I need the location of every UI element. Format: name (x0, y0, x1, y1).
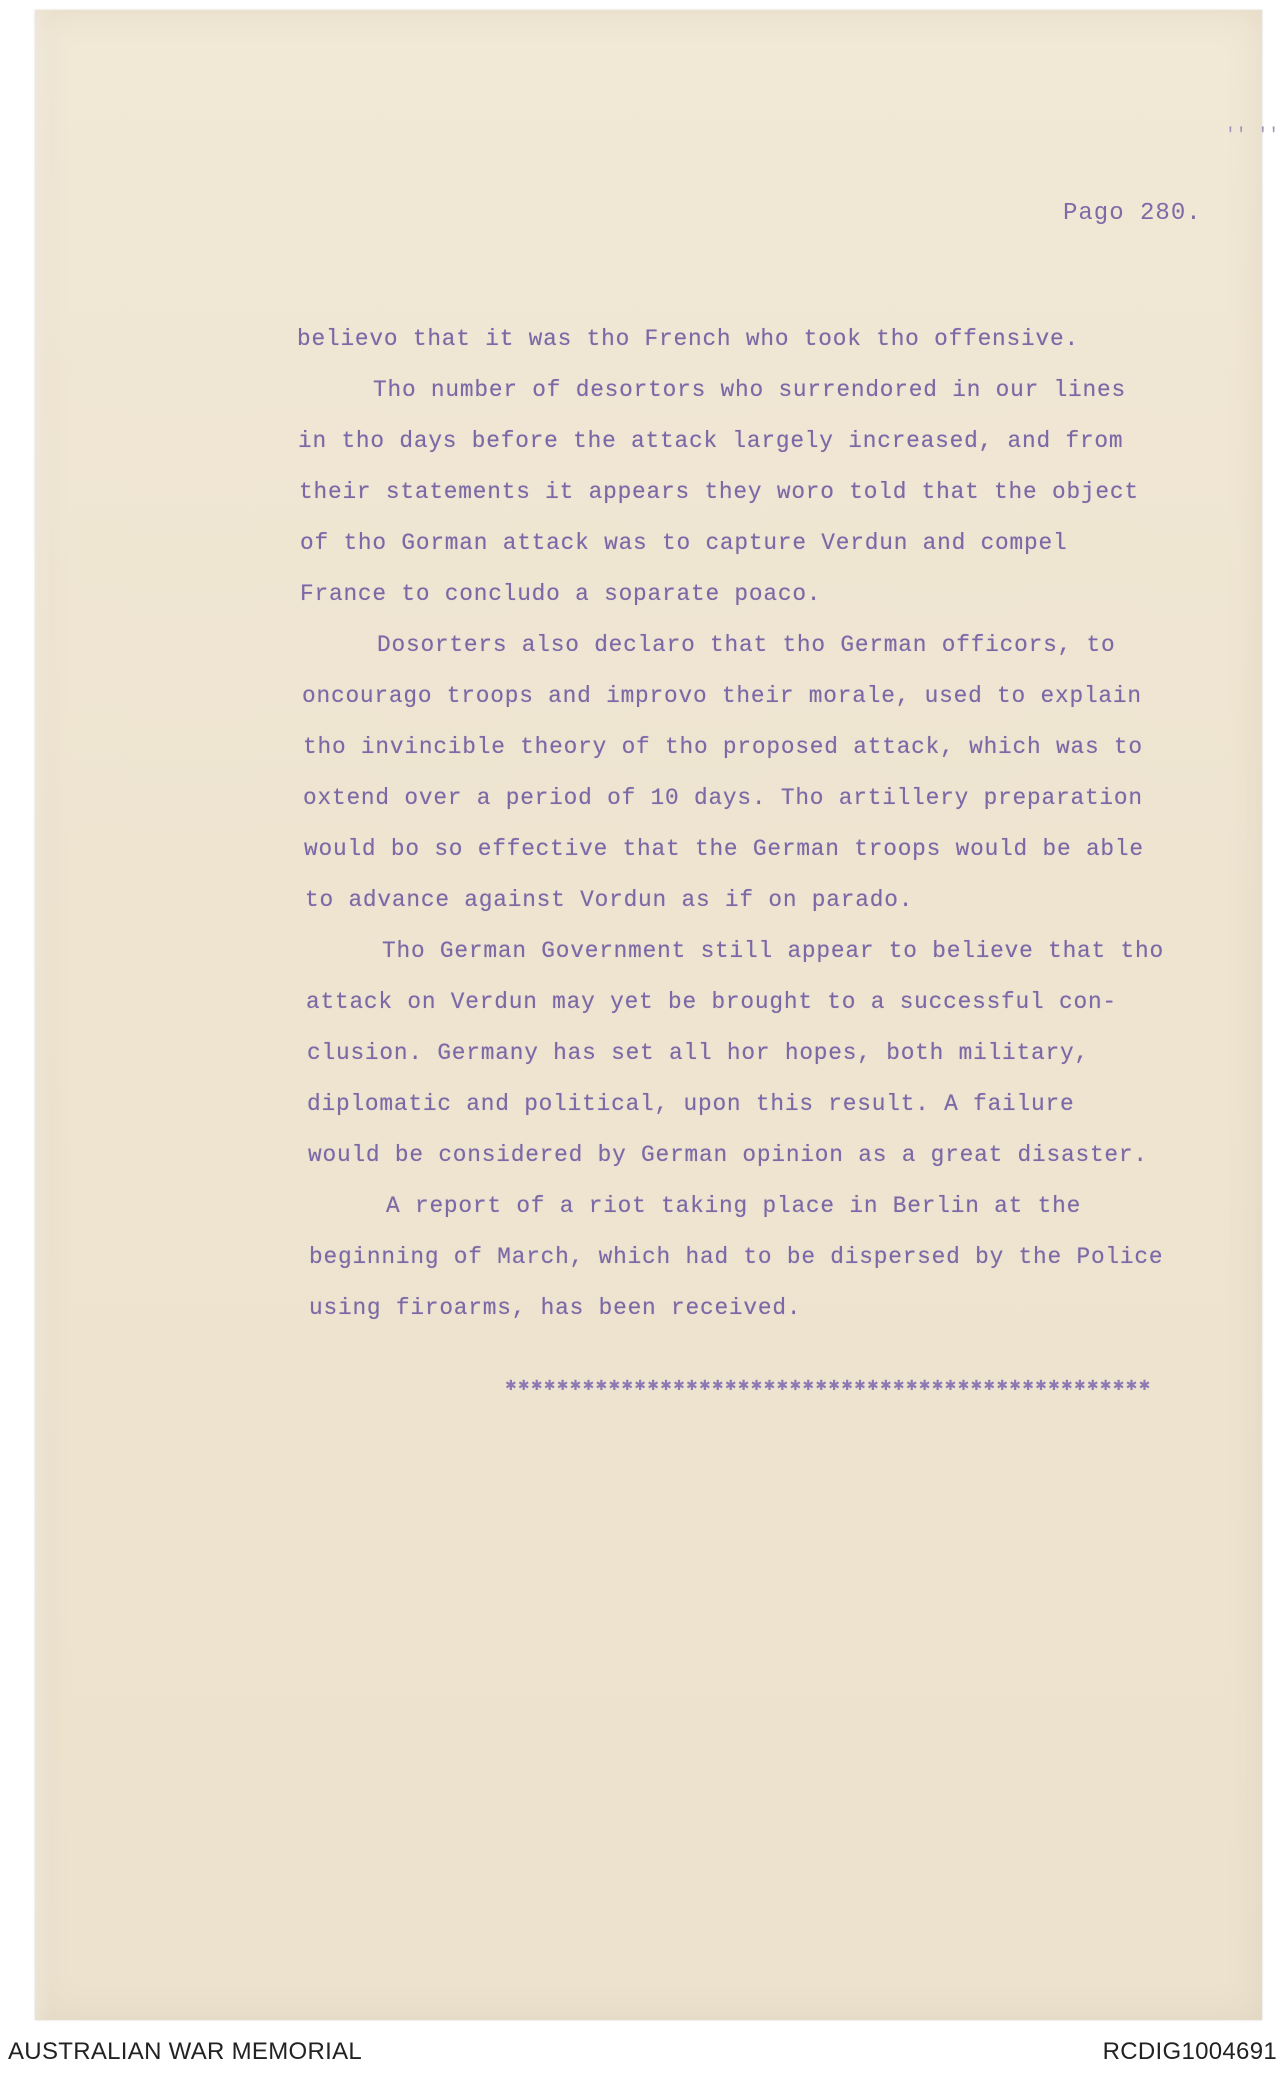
text-line: Tho German Government still appear to believe that tho (382, 938, 1164, 964)
document-page (35, 10, 1280, 2020)
text-line: beginning of March, which had to be dispersed by the Police (309, 1244, 1164, 1270)
text-line: would bo so effective that the German troops would be able (304, 836, 1144, 862)
text-line: oxtend over a period of 10 days. Tho artillery preparation (303, 785, 1143, 811)
page-number: Pago 280. (1063, 200, 1202, 227)
text-line: Dosorters also declaro that tho German officors, to (377, 632, 1116, 658)
text-line: believo that it was tho French who took tho offensive. (297, 326, 1079, 352)
corner-mark: ′′ ′′ (1225, 126, 1280, 146)
text-line: would be considered by German opinion as a great disaster. (308, 1142, 1148, 1168)
ornamental-rule: ✱✱✱✱✱✱✱✱✱✱✱✱✱✱✱✱✱✱✱✱✱✱✱✱✱✱✱✱✱✱✱✱✱✱✱✱✱✱✱✱✱✱✱✱✱✱✱✱✱✱ (505, 1378, 1152, 1394)
text-line: A report of a riot taking place in Berlin at the (386, 1193, 1082, 1219)
footer-institution: AUSTRALIAN WAR MEMORIAL (8, 2038, 363, 2065)
text-line: attack on Verdun may yet be brought to a successful con- (306, 989, 1117, 1015)
text-line: of tho Gorman attack was to capture Verdun and compel (300, 530, 1068, 556)
footer-record-id: RCDIG1004691 (1102, 2038, 1277, 2065)
text-line: using firoarms, has been received. (309, 1295, 802, 1321)
text-line: diplomatic and political, upon this result. A failure (307, 1091, 1075, 1117)
text-line: clusion. Germany has set all hor hopes, both military, (307, 1040, 1089, 1066)
text-line: oncourago troops and improvo their morale, used to explain (302, 683, 1142, 709)
text-line: their statements it appears they woro told that the object (299, 479, 1139, 505)
text-line: tho invincible theory of tho proposed attack, which was to (303, 734, 1143, 760)
text-line: in tho days before the attack largely increased, and from (298, 428, 1124, 454)
text-line: Tho number of desortors who surrendored in our lines (373, 377, 1126, 403)
text-line: France to concludo a soparate poaco. (300, 581, 822, 607)
text-line: to advance against Vordun as if on parado. (305, 887, 914, 913)
footer-bar (0, 2028, 1287, 2082)
